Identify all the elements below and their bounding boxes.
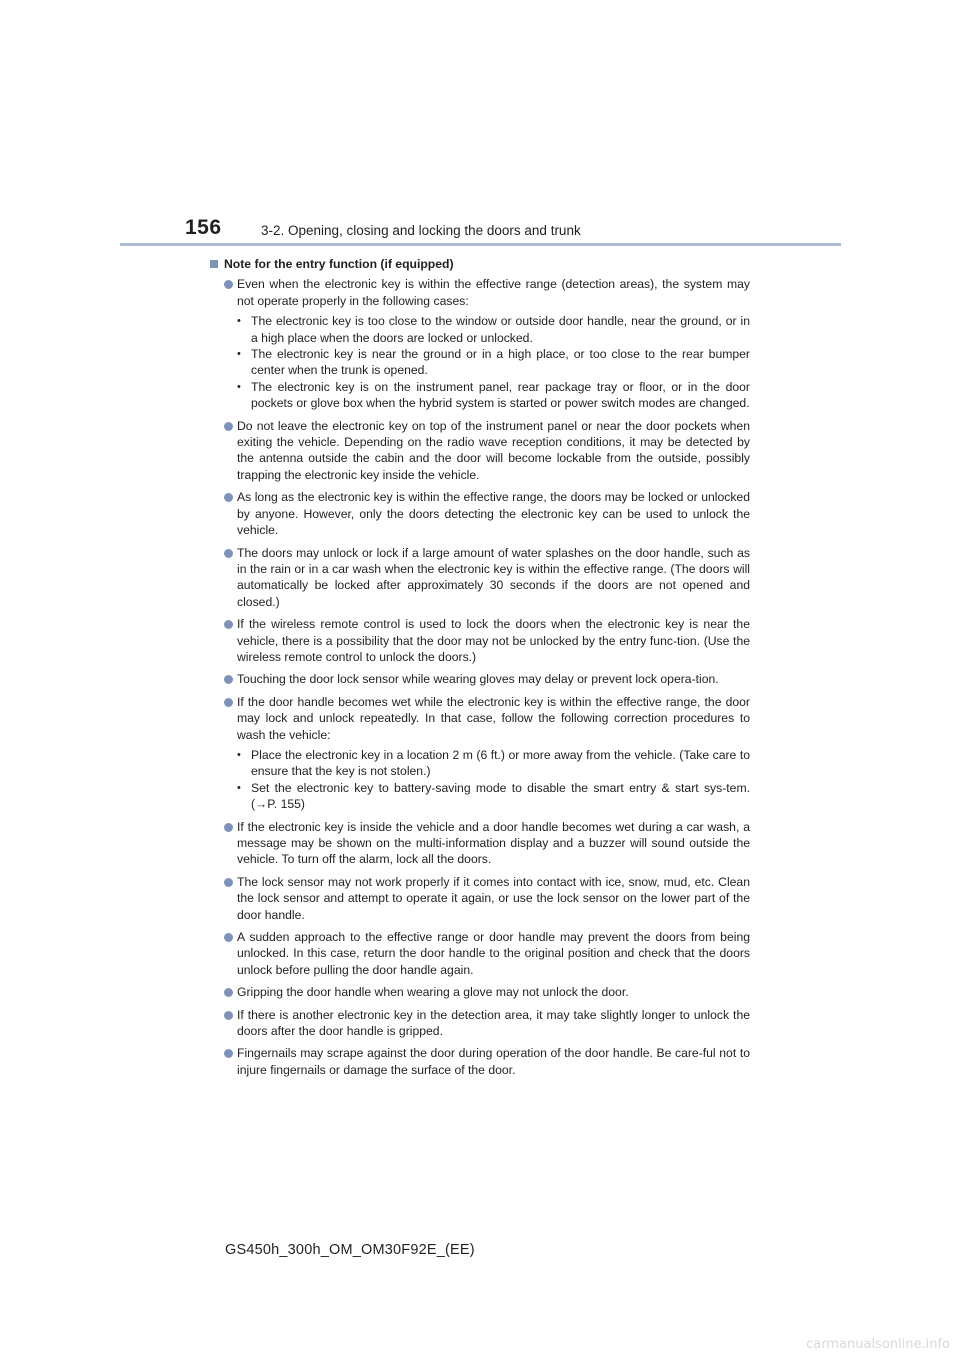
circle-bullet-icon [224,1011,233,1020]
manual-code: GS450h_300h_OM_OM30F92E_(EE) [225,1242,475,1258]
circle-bullet-icon [224,1049,233,1058]
circle-bullet-icon [224,422,233,431]
section-heading [208,256,750,272]
list-item [208,276,750,411]
list-item-text: If the door handle becomes wet while the electronic key is within the effective range, the door may lock and unlock repeatedly. In that case, follow the following correction procedures to wash the vehicle: [237,694,750,742]
header-rule [120,243,841,246]
page-content [208,256,750,1084]
list-item [208,418,750,484]
list-item [208,616,750,665]
list-item-text: The lock sensor may not work properly if it comes into contact with ice, snow, mud, etc. Clean the lock sensor and attempt to operate it again, or use the lock sensor on the lower part of the door handle. [237,874,750,922]
circle-bullet-icon [224,933,233,942]
chapter-title: 3-2. Opening, closing and locking the doors and trunk [261,223,581,238]
sub-list-item: • The electronic key is too close to the window or outside door handle, near the ground, or in a high place when the doors are locked or unlocked. [237,313,750,346]
circle-bullet-icon [224,988,233,997]
list-item [208,929,750,978]
sub-list [237,313,750,411]
list-item-text: Even when the electronic key is within the effective range (detection areas), the system may not operate properly in the following cases: [237,277,750,308]
circle-bullet-icon [224,823,233,832]
list-item [208,984,750,1000]
list-item-text: Do not leave the electronic key on top of the instrument panel or near the door pockets when exiting the vehicle. Depending on the radio wave reception conditions, it may be detected by the antenna outside the cabin and the door will become lockable from the outside, possibly trapping the electronic key inside the vehicle. [237,418,750,482]
circle-bullet-icon [224,878,233,887]
watermark: carmanualsonline.info [806,1337,950,1352]
circle-bullet-icon [224,493,233,502]
list-item-text: The doors may unlock or lock if a large amount of water splashes on the door handle, such as in the rain or in a car wash when the electronic key is within the effective range. (The doors will automatically be locked after approximately 30 seconds if the doors are not opened and closed.) [237,545,750,609]
sub-list-item: • Set the electronic key to battery-saving mode to disable the smart entry & start sys-tem. (→P. 155) [237,780,750,813]
sub-list-item: • The electronic key is on the instrument panel, rear package tray or floor, or in the door pockets or glove box when the hybrid system is started or power switch modes are changed. [237,379,750,412]
list-item-text: A sudden approach to the effective range or door handle may prevent the doors from being unlocked. In this case, return the door handle to the original position and check that the doors unlock before pulling the door handle again. [237,930,750,977]
list-item-text: Gripping the door handle when wearing a glove may not unlock the door. [237,985,629,1000]
list-item-text: If there is another electronic key in the detection area, it may take slightly longer to unlock the doors after the door handle is gripped. [237,1007,750,1039]
list-item-text: If the wireless remote control is used to lock the doors when the electronic key is near the vehicle, there is a possibility that the door may not be unlocked by the entry func-tion. (Use the wireless remote control to unlock the doors.) [237,617,750,664]
list-item [208,671,750,687]
list-item [208,489,750,538]
list-item-text: If the electronic key is inside the vehicle and a door handle becomes wet during a car wash, a message may be shown on the multi-information display and a buzzer will sound outside the vehicle. To turn off the alarm, lock all the doors. [237,819,750,867]
item-list [208,276,750,1078]
list-item [208,874,750,923]
list-item [208,545,750,611]
list-item [208,694,750,813]
circle-bullet-icon [224,675,233,684]
list-item [208,1007,750,1040]
list-item-text: Touching the door lock sensor while wearing gloves may delay or prevent lock opera-tion. [237,672,719,687]
page-header [0,0,960,250]
sub-list [237,747,750,813]
sub-list-item: • The electronic key is near the ground or in a high place, or too close to the rear bumper center when the trunk is opened. [237,346,750,379]
sub-list-item: • Place the electronic key in a location 2 m (6 ft.) or more away from the vehicle. (Take care to ensure that the key is not stolen.) [237,747,750,780]
circle-bullet-icon [224,698,233,707]
circle-bullet-icon [224,280,233,289]
list-item-text: As long as the electronic key is within the effective range, the doors may be locked or unlocked by anyone. However, only the doors detecting the electronic key can be used to unlock the vehicle. [237,490,750,538]
circle-bullet-icon [224,549,233,558]
section-heading-text: Note for the entry function (if equipped) [224,257,454,271]
list-item [208,819,750,868]
list-item-text: Fingernails may scrape against the door during operation of the door handle. Be care-ful not to injure fingernails or damage the surface of the door. [237,1046,750,1077]
page-number: 156 [185,216,222,239]
list-item [208,1045,750,1078]
square-bullet-icon [210,260,218,268]
circle-bullet-icon [224,620,233,629]
